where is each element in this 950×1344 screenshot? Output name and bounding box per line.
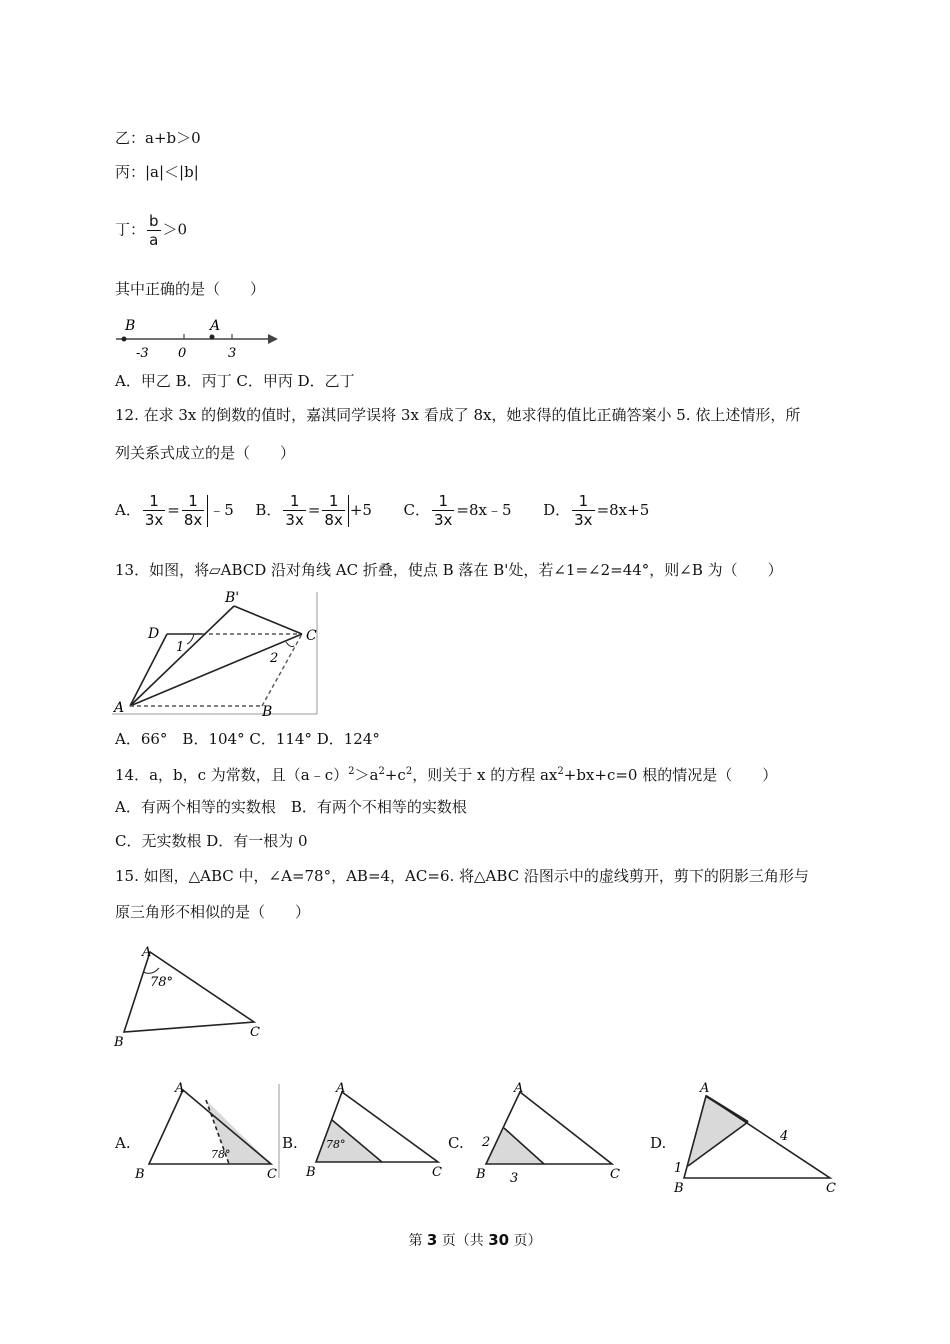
q13-stem: 13．如图，将▱ABCD 沿对角线 AC 折叠，使点 B 落在 B'处，若∠1=∠2=44°，则∠B 为（ ） [115, 561, 783, 579]
q15-option-c-label: C. [448, 1134, 464, 1152]
svg-text:2: 2 [482, 1135, 491, 1150]
svg-text:A: A [175, 1081, 185, 1096]
svg-text:-3: -3 [136, 346, 149, 361]
svg-text:B: B [306, 1165, 316, 1180]
q15-option-c-figure [470, 1078, 630, 1188]
svg-text:A: A [700, 1081, 710, 1096]
q13-parallelogram-figure [112, 588, 322, 718]
svg-text:C: C [610, 1167, 620, 1182]
svg-text:B: B [674, 1181, 684, 1196]
q12-options [115, 492, 649, 529]
svg-text:B: B [262, 704, 273, 718]
svg-text:C: C [432, 1165, 442, 1180]
svg-text:3: 3 [228, 346, 237, 361]
q15-option-a-label: A. [115, 1134, 131, 1152]
svg-text:A: A [142, 945, 152, 960]
q15-option-d-label: D. [650, 1134, 667, 1152]
ding-prefix: 丁： [115, 220, 146, 239]
svg-text:A: A [336, 1081, 346, 1096]
statement-ding [115, 212, 187, 249]
ding-suffix: ＞0 [162, 220, 188, 239]
svg-text:B: B [125, 318, 136, 334]
svg-text:0: 0 [178, 346, 187, 361]
q12-line1: 12. 在求 3x 的倒数的值时，嘉淇同学误将 3x 看成了 8x，她求得的值比正确答案小 5. 依上述情形，所 [115, 406, 801, 424]
svg-text:B: B [135, 1167, 145, 1180]
svg-text:B': B' [225, 590, 240, 606]
point-a [210, 335, 215, 340]
q11-stem: 其中正确的是（ ） [115, 280, 266, 298]
q15-option-d-figure [670, 1078, 840, 1198]
q15-option-a-figure [133, 1080, 281, 1180]
svg-text:3: 3 [510, 1171, 519, 1186]
svg-text:C: C [826, 1181, 836, 1196]
q14-options-row1: A．有两个相等的实数根 B．有两个不相等的实数根 [115, 798, 467, 816]
svg-text:A: A [514, 1081, 524, 1096]
svg-text:A: A [114, 700, 125, 716]
q13-options: A．66° B．104° C．114° D．124° [115, 730, 380, 748]
q12-option-d: D． $\frac{1}{3x}$ =8x+5 [543, 492, 650, 529]
q11-options: A．甲乙 B．丙丁 C．甲丙 D．乙丁 [115, 372, 355, 390]
svg-text:C: C [306, 628, 317, 644]
svg-text:2: 2 [270, 651, 279, 666]
svg-text:B: B [114, 1035, 124, 1050]
q12-option-a: A． $\frac{1}{3x}$ = $\frac{1}{8x}$ ﹣5 [115, 492, 234, 529]
q15-option-b-figure [302, 1080, 450, 1180]
svg-text:C: C [250, 1025, 260, 1040]
svg-text:1: 1 [176, 640, 185, 655]
number-line [112, 312, 287, 362]
svg-text:4: 4 [780, 1129, 789, 1144]
q15-line1: 15. 如图，△ABC 中，∠A=78°，AB=4，AC=6. 将△ABC 沿图示中的虚线剪开，剪下的阴影三角形与 [115, 867, 809, 885]
current-page-number: 3 [426, 1231, 438, 1249]
q12-line2: 列关系式成立的是（ ） [115, 444, 296, 462]
q15-line2: 原三角形不相似的是（ ） [115, 903, 311, 921]
q14-stem: 14．a，b，c 为常数，且$(a﹣c)^2>a^2+c^2$，则关于 x 的方程 $ax^2+bx+c=0$ 根的情况是（ ） [115, 766, 778, 784]
svg-text:1: 1 [674, 1161, 683, 1176]
fraction-b-over-a: $\frac{b}{a}$ [149, 212, 159, 249]
point-b [122, 337, 127, 342]
svg-text:78°: 78° [150, 975, 174, 990]
svg-text:78°: 78° [211, 1148, 231, 1161]
svg-text:D: D [148, 626, 160, 642]
statement-yi: 乙：a+b＞0 [115, 129, 201, 147]
q14-options-row2: C．无实数根 D．有一根为 0 [115, 832, 308, 850]
statement-bing: 丙：|a|＜|b| [115, 163, 199, 181]
page-footer: 第 3 页（共 30 页） [408, 1231, 542, 1249]
total-pages: 30 [488, 1231, 510, 1249]
q15-main-triangle [112, 940, 272, 1050]
svg-text:C: C [267, 1167, 277, 1180]
q12-option-c: C． $\frac{1}{3x}$ =8x﹣5 [403, 492, 512, 529]
q12-option-b: B． $\frac{1}{3x}$ = $\frac{1}{8x}$ +5 [255, 492, 372, 529]
svg-text:78°: 78° [326, 1138, 346, 1151]
svg-text:B: B [476, 1167, 486, 1182]
svg-text:A: A [210, 318, 221, 334]
q15-option-b-label: B. [282, 1134, 298, 1152]
